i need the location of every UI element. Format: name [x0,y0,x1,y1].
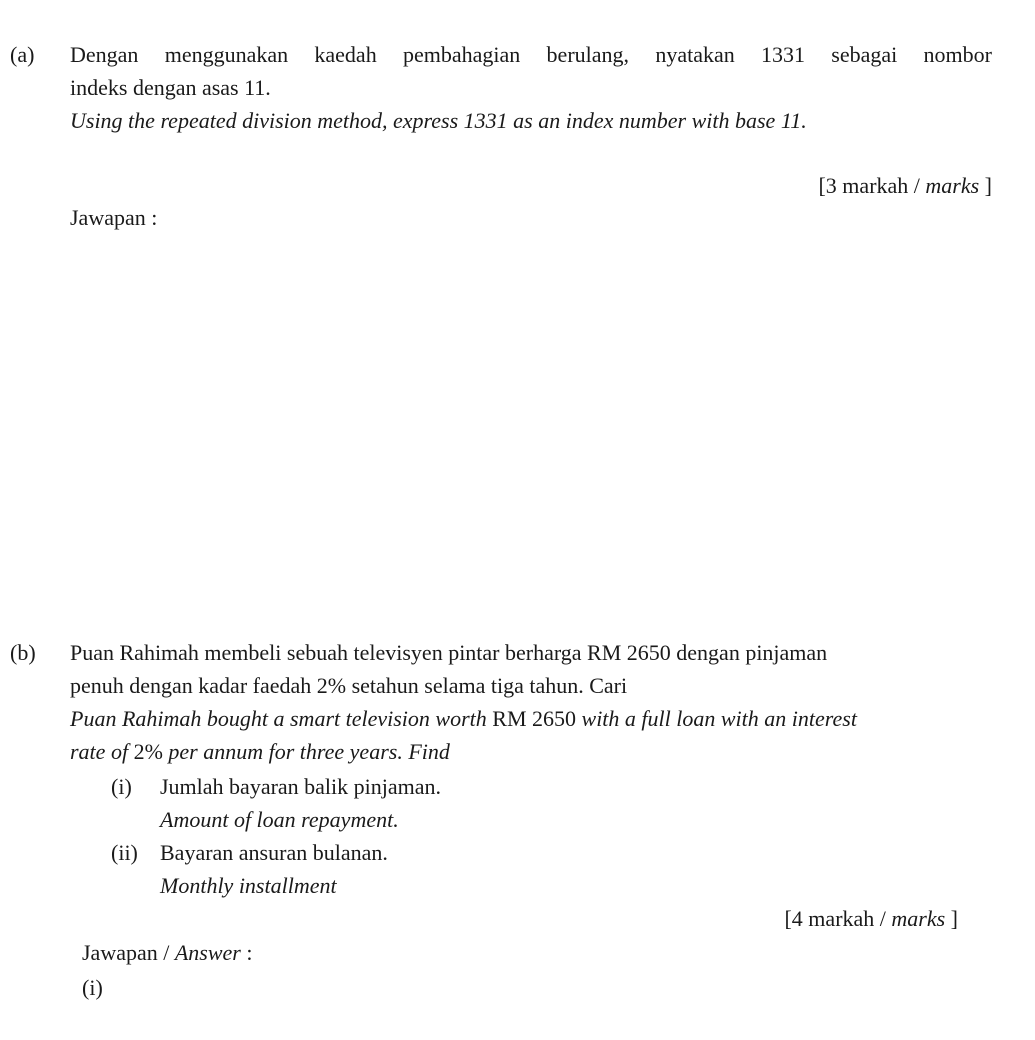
english-text: with a full loan with an interest [576,706,857,731]
marks-word: marks [891,906,946,931]
question-b-answer-label [82,940,252,966]
answer-label-colon: : [240,940,253,965]
sub-question-ii-malay: Bayaran ansuran bulanan. [160,840,388,865]
question-b-malay-line2: penuh dengan kadar faedah 2% setahun selama tiga tahun. Cari [70,673,628,698]
marks-prefix: [4 markah / [784,906,892,931]
question-a-answer-label: Jawapan : [70,205,158,230]
question-b-label: (b) [10,640,36,665]
question-b-marks [784,906,958,932]
question-b-english-line1 [70,706,857,732]
question-a-malay-line2: indeks dengan asas 11. [70,75,271,100]
sub-question-ii-english: Monthly installment [160,873,337,898]
sub-question-i-english: Amount of loan repayment. [160,807,399,832]
english-text: per annum for three years. Find [162,739,450,764]
answer-label-malay: Jawapan / [82,940,175,965]
question-b-malay-line1: Puan Rahimah membeli sebuah televisyen pintar berharga RM 2650 dengan pinjaman [70,640,828,665]
question-b-english-line2 [70,739,450,765]
price-value: RM 2650 [492,706,577,731]
sub-question-ii-label: (ii) [111,840,138,865]
marks-word: marks [925,173,980,198]
sub-question-i-malay: Jumlah bayaran balik pinjaman. [160,774,442,799]
marks-suffix: ] [945,906,958,931]
answer-sub-i-label: (i) [82,975,103,1000]
answer-label-english: Answer [174,940,241,965]
marks-suffix: ] [979,173,992,198]
english-text: Puan Rahimah bought a smart television worth [70,706,493,731]
question-a-label: (a) [10,42,35,67]
question-a-marks [818,173,992,199]
english-text: rate of [70,739,134,764]
sub-question-i-label: (i) [111,774,132,799]
marks-prefix: [3 markah / [818,173,926,198]
question-a-english: Using the repeated division method, express 1331 as an index number with base 11. [70,108,807,133]
question-a-malay-line1: Dengan menggunakan kaedah pembahagian berulang, nyatakan 1331 sebagai nombor [70,42,992,67]
interest-rate-value: 2% [133,739,163,764]
